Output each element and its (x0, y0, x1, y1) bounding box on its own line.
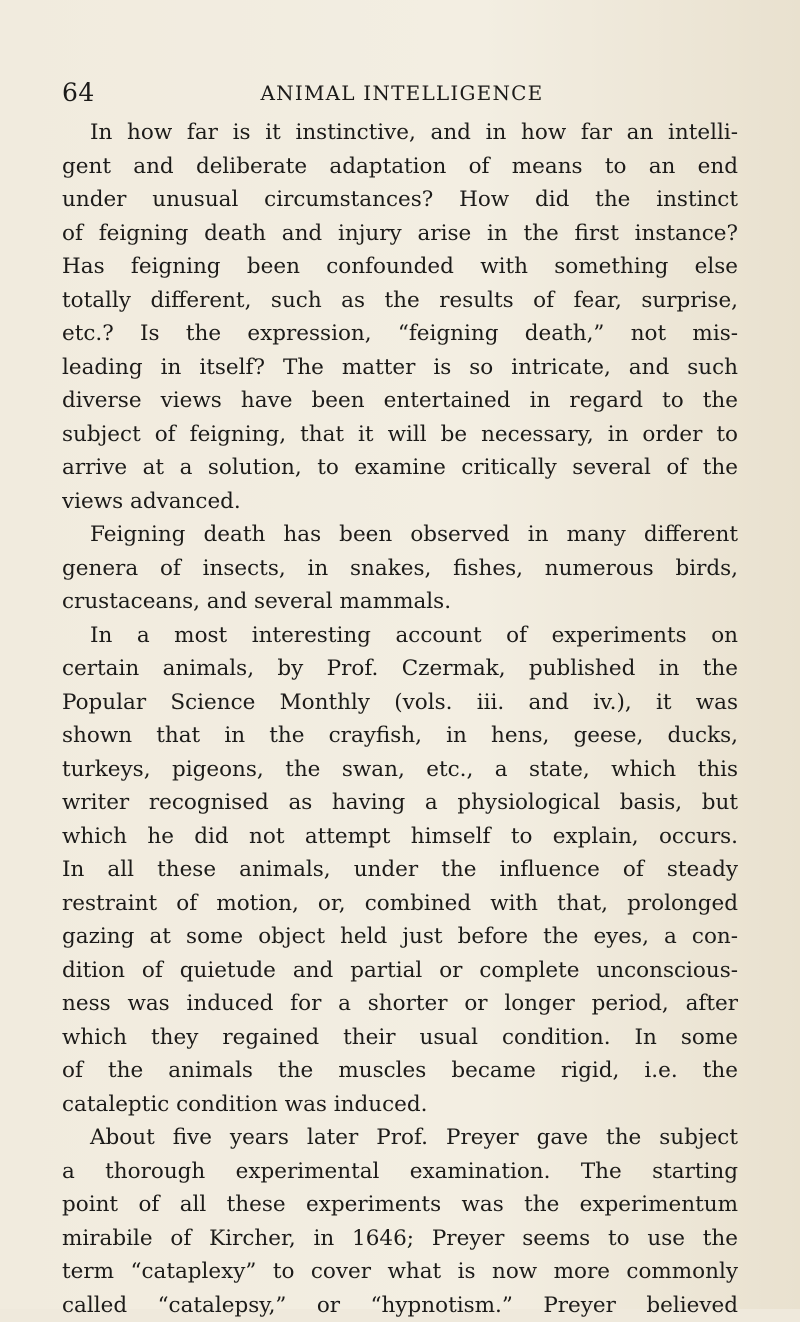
text-line: called “catalepsy,” or “hypnotism.” Preyer believed (62, 1289, 738, 1322)
text-line: totally different, such as the results of fear, surprise, (62, 284, 738, 318)
text-line: leading in itself? The matter is so intricate, and such (62, 351, 738, 385)
text-line: Has feigning been confounded with something else (62, 250, 738, 284)
text-line: term “cataplexy” to cover what is now more commonly (62, 1255, 738, 1289)
text-line: a thorough experimental examination. The starting (62, 1155, 738, 1189)
text-line: About five years later Prof. Preyer gave the subject (62, 1121, 738, 1155)
text-line: Feigning death has been observed in many different (62, 518, 738, 552)
text-line: turkeys, pigeons, the swan, etc., a state, which this (62, 753, 738, 787)
page-header (62, 78, 742, 114)
text-line: ness was induced for a shorter or longer period, after (62, 987, 738, 1021)
text-line: In how far is it instinctive, and in how far an intelli- (62, 116, 738, 150)
text-line: In all these animals, under the influence of steady (62, 853, 738, 887)
text-line: diverse views have been entertained in regard to the (62, 384, 738, 418)
text-line: In a most interesting account of experiments on (62, 619, 738, 653)
text-line: dition of quietude and partial or complete unconscious- (62, 954, 738, 988)
page-number: 64 (62, 78, 95, 107)
text-line: etc.? Is the expression, “feigning death,” not mis- (62, 317, 738, 351)
text-line: gazing at some object held just before the eyes, a con- (62, 920, 738, 954)
text-line: gent and deliberate adaptation of means to an end (62, 150, 738, 184)
text-line: point of all these experiments was the experimentum (62, 1188, 738, 1222)
text-line: writer recognised as having a physiological basis, but (62, 786, 738, 820)
text-line: cataleptic condition was induced. (62, 1088, 738, 1122)
text-line: subject of feigning, that it will be necessary, in order to (62, 418, 738, 452)
text-line: arrive at a solution, to examine critically several of the (62, 451, 738, 485)
text-line: which they regained their usual condition. In some (62, 1021, 738, 1055)
text-line: crustaceans, and several mammals. (62, 585, 738, 619)
text-line: under unusual circumstances? How did the instinct (62, 183, 738, 217)
running-head: ANIMAL INTELLIGENCE (62, 81, 742, 105)
text-line: Popular Science Monthly (vols. iii. and iv.), it was (62, 686, 738, 720)
text-line: certain animals, by Prof. Czermak, published in the (62, 652, 738, 686)
text-line: views advanced. (62, 485, 738, 519)
body-text (62, 116, 738, 1322)
text-line: which he did not attempt himself to explain, occurs. (62, 820, 738, 854)
text-line: of feigning death and injury arise in the first instance? (62, 217, 738, 251)
text-line: genera of insects, in snakes, fishes, numerous birds, (62, 552, 738, 586)
text-line: of the animals the muscles became rigid, i.e. the (62, 1054, 738, 1088)
text-line: restraint of motion, or, combined with that, prolonged (62, 887, 738, 921)
text-line: shown that in the crayfish, in hens, geese, ducks, (62, 719, 738, 753)
text-line: mirabile of Kircher, in 1646; Preyer seems to use the (62, 1222, 738, 1256)
